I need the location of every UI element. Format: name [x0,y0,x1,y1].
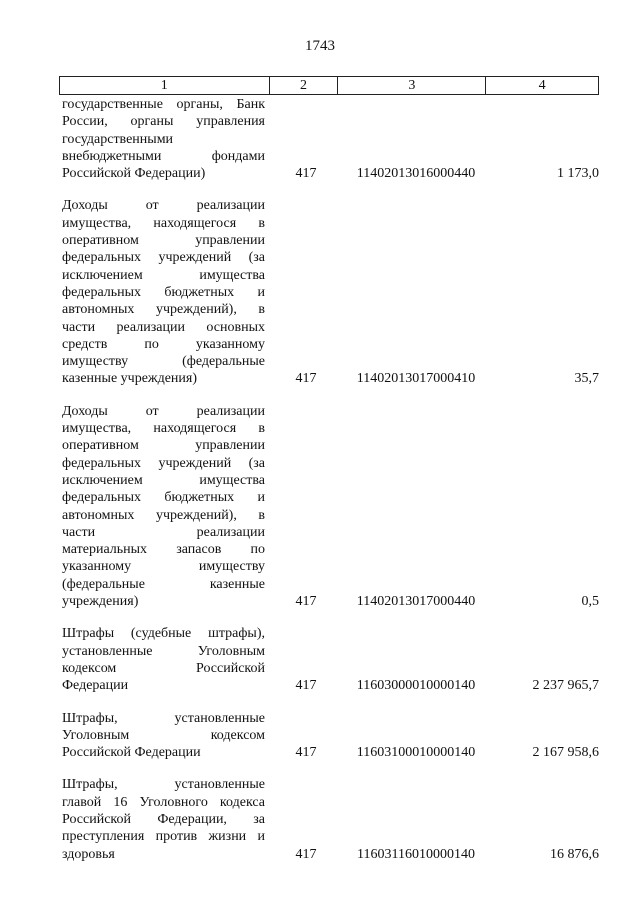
admin-code-cell: 417 [295,745,317,761]
description-line: Российской Федерации [62,745,201,761]
description-line: Уголовным кодексом [62,727,265,743]
table-row [62,625,599,694]
description-line: оперативном управлении [62,438,265,454]
table-header [59,76,599,95]
description-line: автономных учреждений), в [62,507,265,523]
amount-cell: 0,5 [581,594,599,610]
description-line: Российской Федерации) [62,166,206,182]
description-line: имущества, находящегося в [62,421,265,437]
row-description [62,403,265,611]
description-line: главой 16 Уголовного кодекса [62,794,265,810]
description-line: России, органы управления [62,114,265,130]
amount-cell: 35,7 [574,371,599,387]
description-line: Штрафы, установленные [62,777,265,793]
description-line: учреждения) [62,594,139,610]
description-line: федеральных бюджетных и [62,284,265,300]
description-line: средств по указанному [62,336,265,352]
description-line: автономных учреждений), в [62,302,265,318]
description-line: федеральных бюджетных и [62,490,265,506]
kbk-code-cell: 11402013017000410 [356,371,476,387]
table-row [62,403,599,611]
description-line: государственные органы, Банк [62,97,265,112]
column-header-3: 3 [338,77,486,94]
description-line: внебюджетными фондами [62,148,265,164]
table-row [62,710,599,762]
description-line: Российской Федерации, за [62,811,265,827]
description-line: Доходы от реализации [62,403,265,419]
row-description [62,710,265,762]
table-body [62,96,599,878]
description-line: исключением имущества [62,267,265,283]
table-row [62,197,599,387]
kbk-code-cell: 11603000010000140 [356,678,476,694]
description-line: материальных запасов по [62,542,265,558]
column-header-4: 4 [486,77,599,94]
kbk-code-cell: 11402013017000440 [356,594,476,610]
admin-code-cell: 417 [295,846,317,862]
description-line: имущества, находящегося в [62,215,265,231]
column-header-2: 2 [270,77,339,94]
kbk-code-cell: 11603100010000140 [356,745,476,761]
description-line: Штрафы, установленные [62,710,265,726]
description-line: части реализации [62,524,265,540]
row-description [62,197,265,387]
amount-cell: 16 876,6 [550,846,599,862]
admin-code-cell: 417 [295,166,317,182]
kbk-code-cell: 11402013016000440 [356,166,476,182]
description-line: Федерации [62,678,129,694]
table-row [62,776,599,862]
description-line: (федеральные казенные [62,576,265,592]
page-number: 1743 [305,38,335,54]
admin-code-cell: 417 [295,678,317,694]
description-line: исключением имущества [62,472,265,488]
description-line: Штрафы (судебные штрафы), [62,626,265,642]
row-description [62,96,265,182]
admin-code-cell: 417 [295,371,317,387]
description-line: казенные учреждения) [62,371,198,387]
admin-code-cell: 417 [295,594,317,610]
description-line: государственными [62,131,174,147]
description-line: кодексом Российской [62,660,265,676]
kbk-code-cell: 11603116010000140 [357,846,475,862]
description-line: Доходы от реализации [62,198,265,214]
amount-cell: 2 237 965,7 [532,678,599,694]
description-line: федеральных учреждений (за [62,455,265,471]
description-line: преступления против жизни и [62,829,265,845]
description-line: установленные Уголовным [62,643,265,659]
description-line: здоровья [62,846,115,862]
row-description [62,776,265,862]
row-description [62,625,265,694]
amount-cell: 1 173,0 [557,166,599,182]
description-line: федеральных учреждений (за [62,250,265,266]
column-header-1: 1 [60,77,270,94]
amount-cell: 2 167 958,6 [532,745,599,761]
description-line: оперативном управлении [62,233,265,249]
description-line: имуществу (федеральные [62,354,265,370]
table-row [62,96,599,182]
description-line: указанному имуществу [62,559,265,575]
description-line: части реализации основных [62,319,265,335]
